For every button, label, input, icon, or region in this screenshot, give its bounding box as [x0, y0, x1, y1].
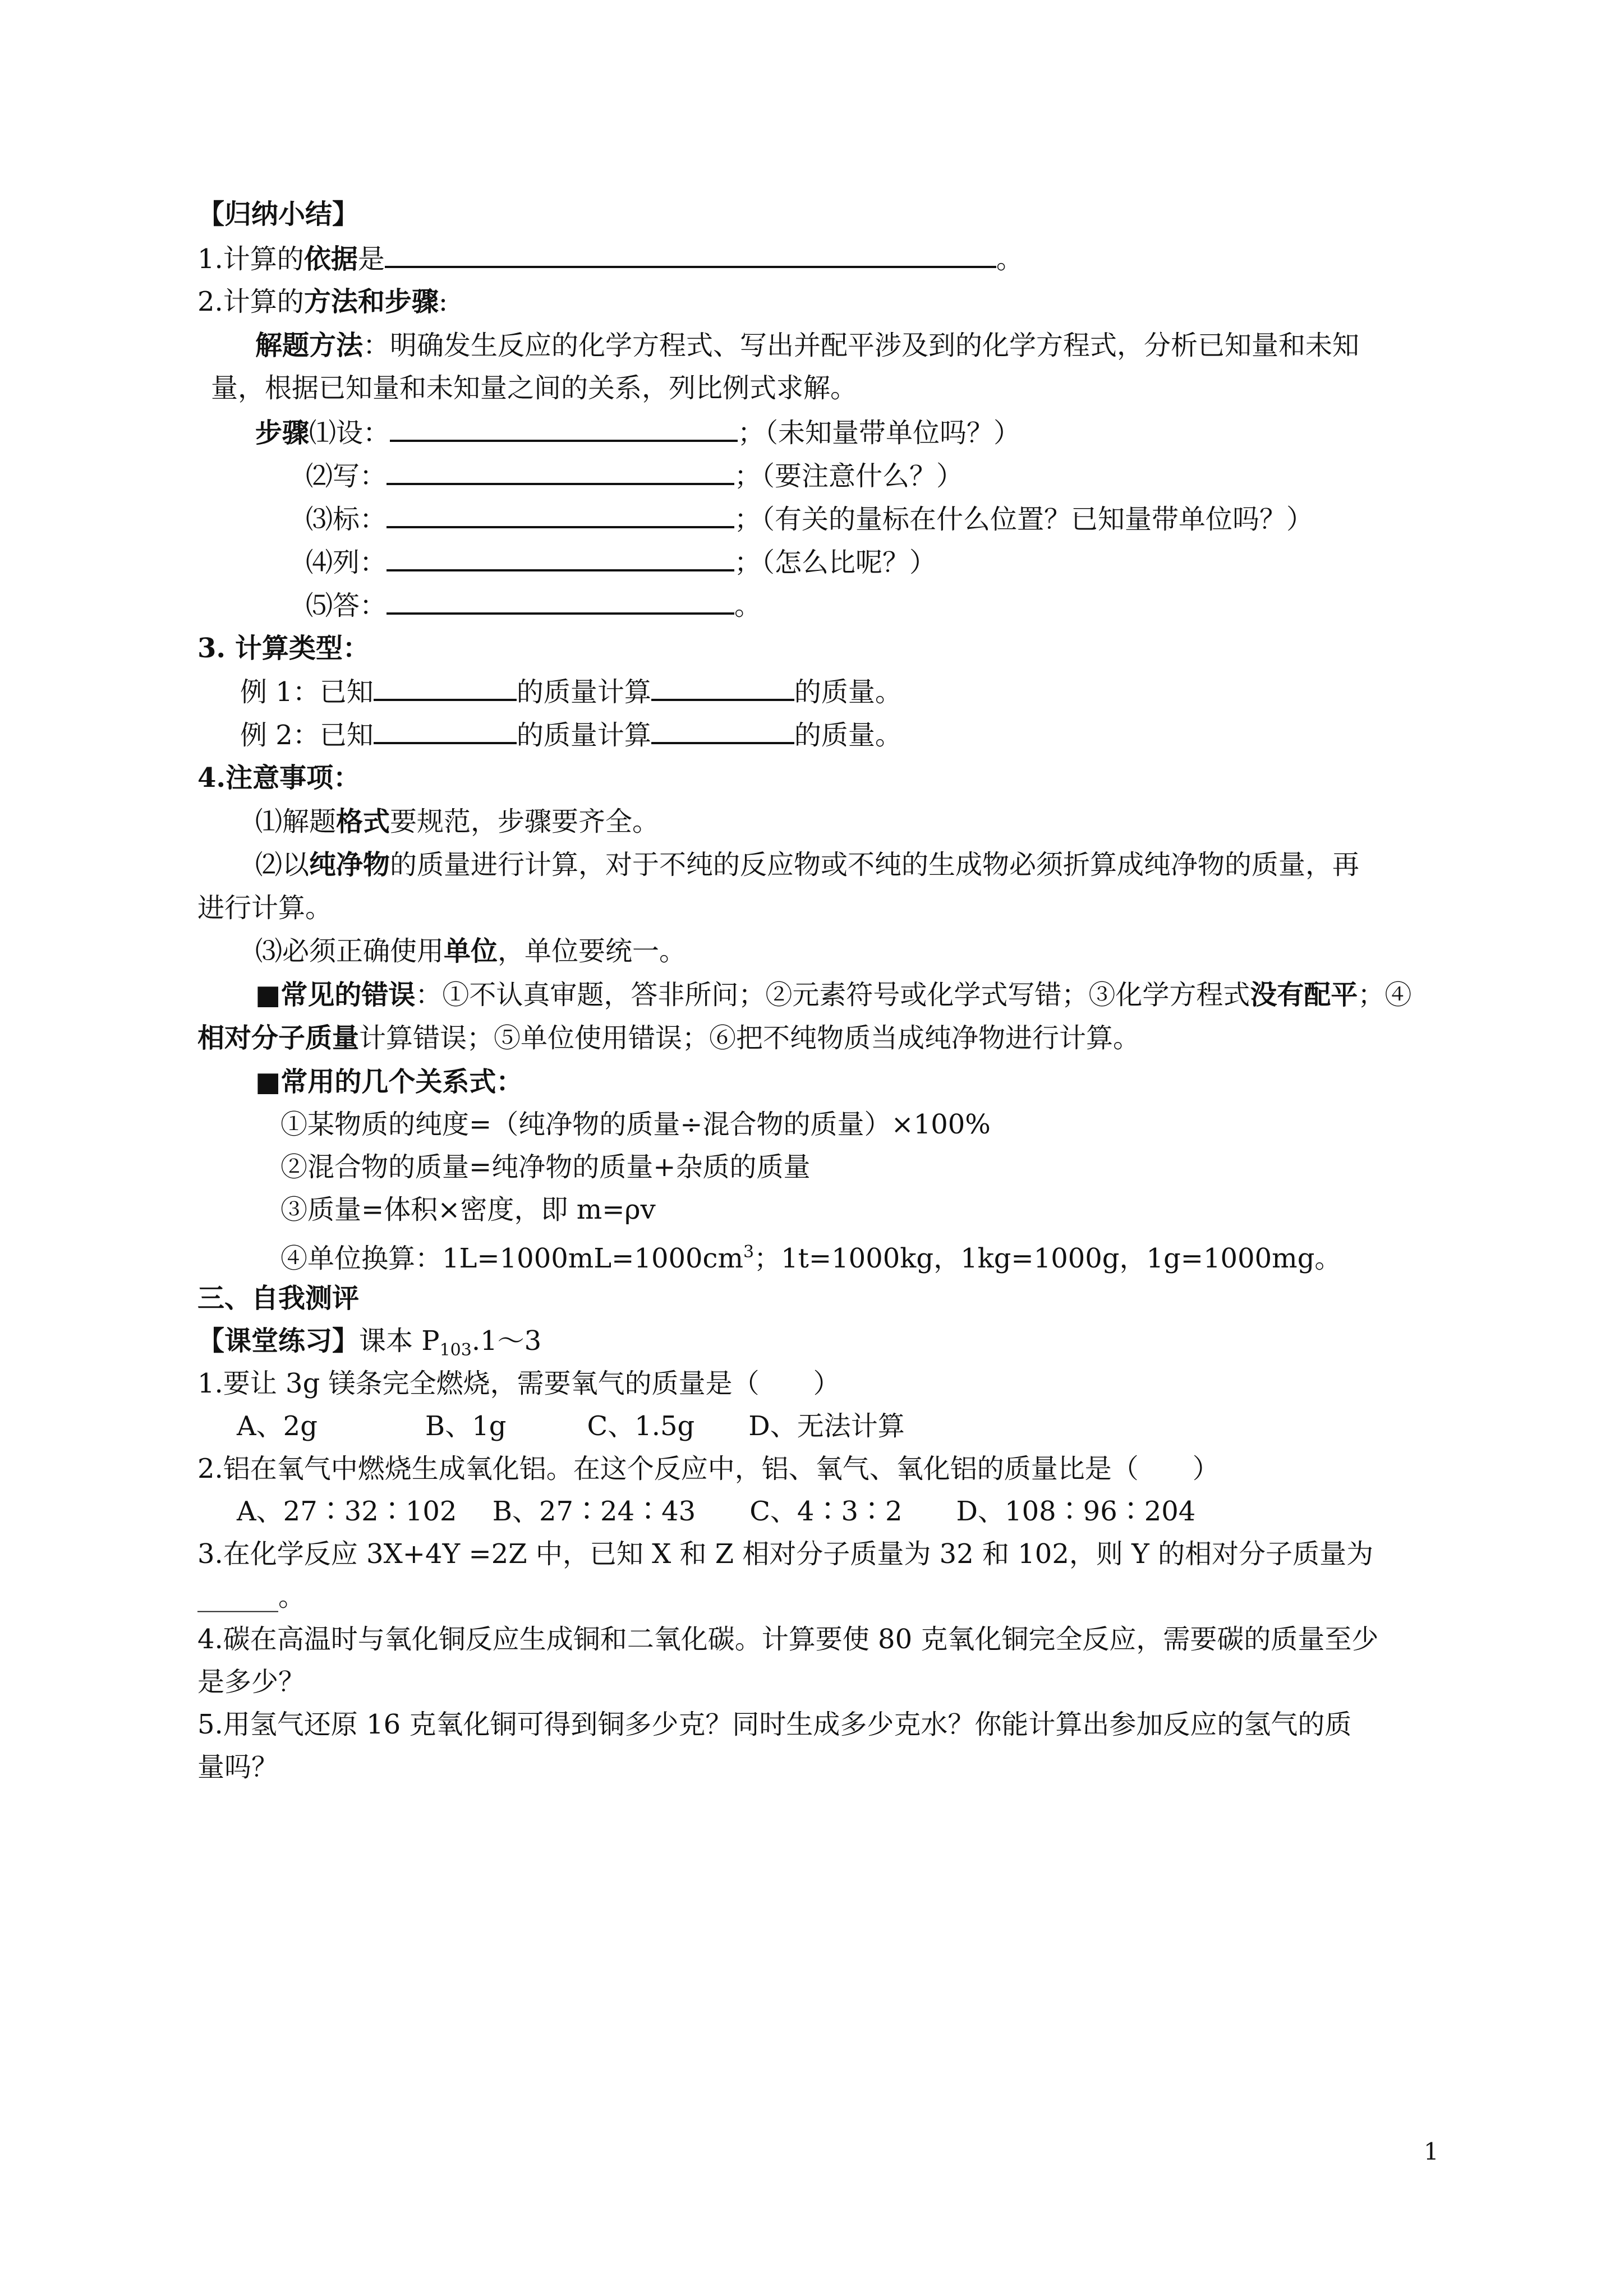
method-text-1: ：明确发生反应的化学方程式、写出并配平涉及到的化学方程式，分析已知量和未知 [363, 330, 1360, 361]
errors-bold-1: 没有配平 [1250, 979, 1358, 1011]
relation-2: ②混合物的质量=纯净物的质量+杂质的质量 [280, 1151, 811, 1183]
step4-blank[interactable] [387, 543, 734, 571]
rel4-sup: 3 [743, 1242, 755, 1262]
practice-line [197, 1323, 541, 1368]
method-line-1 [255, 328, 1359, 363]
step5-blank[interactable] [387, 587, 734, 615]
step4-num: ⑷列： [306, 547, 387, 578]
ex2-a: 例 2：已知 [240, 720, 374, 751]
page-number: 1 [1424, 2138, 1439, 2165]
note2-a: ⑵以 [255, 849, 310, 880]
step5-note: 。 [734, 590, 762, 621]
item-2 [197, 284, 448, 320]
method-label: 解题方法 [255, 330, 364, 361]
rel4-b: ；1t=1000kg，1kg=1000g，1g=1000mg。 [754, 1243, 1342, 1274]
relation-3: ③质量=体积×密度，即 m=ρv [280, 1194, 656, 1225]
note-2-cont: 进行计算。 [197, 892, 333, 924]
item1-mid: 是 [357, 243, 385, 275]
errors-text-1: ：①不认真审题，答非所问；②元素符号或化学式写错；③化学方程式 [415, 979, 1250, 1011]
question-2: 2.铝在氧气中燃烧生成氧化铝。在这个反应中，铝、氧气、氧化铝的质量比是（ ） [197, 1453, 1220, 1484]
note1-b: 要规范，步骤要齐全。 [390, 806, 660, 837]
item2-prefix: 2.计算的 [197, 286, 304, 317]
note2-b: 的质量进行计算，对于不纯的反应物或不纯的生成物必须折算成纯净物的质量，再 [390, 849, 1360, 880]
practice-b: .1～3 [471, 1325, 542, 1357]
note1-bold: 格式 [336, 806, 390, 837]
step-3 [306, 500, 1313, 537]
item2-colon: : [438, 286, 448, 317]
steps-label: 步骤 [255, 417, 310, 449]
question-3-line-1: 3.在化学反应 3X+4Y =2Z 中，已知 X 和 Z 相对分子质量为 32 和 102，则 Y 的相对分子质量为 [197, 1538, 1374, 1570]
errors-line-2 [197, 1020, 1140, 1056]
note-3 [255, 933, 686, 969]
errors-label: ■常见的错误 [255, 979, 416, 1011]
note3-bold: 单位 [444, 935, 498, 967]
step5-num: ⑸答： [306, 590, 387, 621]
practice-sub: 103 [439, 1340, 472, 1360]
item1-bold: 依据 [303, 243, 358, 275]
item-3: 3. 计算类型： [197, 633, 370, 664]
ex1-b: 的质量计算 [516, 676, 651, 708]
errors-line-1 [255, 977, 1411, 1013]
question-5-line-1: 5.用氢气还原 16 克氧化铜可得到铜多少克？同时生成多少克水？你能计算出参加反应的氢气的质 [197, 1709, 1352, 1740]
item1-end: 。 [996, 243, 1023, 275]
errors-text-1b: ；④ [1358, 979, 1412, 1011]
errors-text-2: 计算错误；⑤单位使用错误；⑥把不纯物质当成纯净物进行计算。 [359, 1022, 1140, 1054]
item-1 [197, 240, 1023, 277]
relation-4 [280, 1234, 1341, 1276]
ex1-a: 例 1：已知 [240, 676, 374, 708]
step-5 [306, 587, 761, 624]
practice-a: 课本 P [359, 1325, 440, 1357]
item1-prefix: 1.计算的 [197, 243, 304, 275]
question-4-line-1: 4.碳在高温时与氧化铜反应生成铜和二氧化碳。计算要使 80 克氧化铜完全反应，需要碳的质量至少 [197, 1624, 1379, 1655]
note-1 [255, 804, 659, 840]
step3-num: ⑶标： [306, 504, 387, 535]
ex1-blank-1[interactable] [374, 673, 517, 701]
question-5-line-2: 量吗？ [197, 1751, 279, 1783]
section-self-test: 三、自我测评 [197, 1283, 360, 1314]
answer-blank[interactable] [385, 240, 996, 268]
note1-a: ⑴解题 [255, 806, 337, 837]
question-4-line-2: 是多少？ [197, 1666, 306, 1698]
item2-bold: 方法和步骤 [303, 286, 439, 317]
step2-note: ；（要注意什么？） [734, 460, 964, 492]
rel4-a: ④单位换算：1L=1000mL=1000cm [280, 1243, 743, 1274]
step-1 [255, 414, 1020, 451]
relation-1: ①某物质的纯度=（纯净物的质量÷混合物的质量）×100% [280, 1109, 991, 1140]
step3-blank[interactable] [387, 500, 734, 528]
example-1 [240, 673, 902, 710]
errors-bold-2: 相对分子质量 [197, 1022, 360, 1054]
question-1-options: A、2g B、1g C、1.5g D、无法计算 [237, 1410, 905, 1442]
question-1: 1.要让 3g 镁条完全燃烧，需要氧气的质量是（ ） [197, 1368, 840, 1399]
ex1-c: 的质量。 [794, 676, 902, 708]
ex2-blank-1[interactable] [374, 716, 517, 744]
step1-note: ；（未知量带单位吗？） [738, 417, 1021, 449]
note3-b: ，单位要统一。 [498, 935, 687, 967]
step2-blank[interactable] [387, 457, 734, 485]
step1-num: ⑴设： [309, 417, 390, 449]
ex2-b: 的质量计算 [516, 720, 651, 751]
ex2-blank-2[interactable] [651, 716, 794, 744]
relations-label: ■常用的几个关系式： [255, 1066, 523, 1098]
step1-blank[interactable] [390, 414, 738, 442]
question-2-options: A、27∶32∶102 B、27∶24∶43 C、4∶3∶2 D、108∶96∶204 [237, 1496, 1196, 1527]
note2-bold: 纯净物 [309, 849, 390, 880]
question-3-line-2: ______。 [197, 1581, 306, 1612]
step-2 [306, 457, 963, 494]
item-4: 4.注意事项： [197, 762, 361, 794]
step2-num: ⑵写： [306, 460, 387, 492]
example-2 [240, 716, 902, 753]
summary-heading: 【归纳小结】 [197, 199, 360, 230]
ex2-c: 的质量。 [794, 720, 902, 751]
step-4 [306, 543, 936, 580]
note-2 [255, 847, 1359, 883]
ex1-blank-2[interactable] [651, 673, 794, 701]
method-line-2: 量，根据已知量和未知量之间的关系，列比例式求解。 [211, 372, 858, 404]
step4-note: ；（怎么比呢？） [734, 547, 937, 578]
step3-note: ；（有关的量标在什么位置？已知量带单位吗？） [734, 504, 1314, 535]
practice-label: 【课堂练习】 [197, 1325, 360, 1357]
note3-a: ⑶必须正确使用 [255, 935, 444, 967]
